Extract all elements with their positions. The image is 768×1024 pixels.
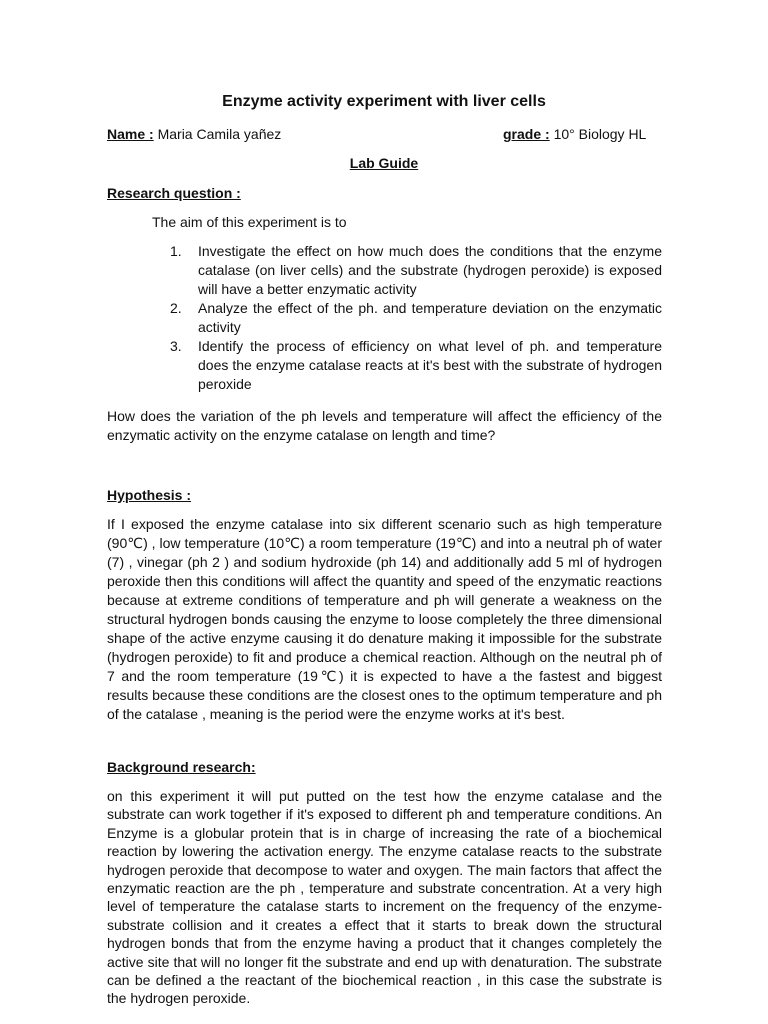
grade-value: 10° Biology HL [549,126,647,142]
lab-guide-subtitle: Lab Guide [349,155,419,171]
grade-field [503,125,646,143]
background-research-heading: Background research: [107,759,256,775]
list-item-number: 1. [170,243,182,259]
name-value: Maria Camila yañez [153,126,282,142]
list-item [170,242,662,299]
list-item [170,299,662,337]
background-research-text: on this experiment it will put putted on the test how the enzyme catalase and the substrate can work together if it's exposed to different ph and temperature conditions. An Enzyme is a globular protein that is in charge of increasing the rate of a biochemical reaction by lowering the activation energy. The enzyme catalase reacts to the substrate hydrogen peroxide that decompose to water and oxygen. The main factors that affect the enzymatic reaction are the ph , temperature and substrate concentration. At a very high level of temperature the catalase starts to increment on the frequency of the enzyme-substrate collision and it creates a effect that it starts to break down the structural hydrogen bonds that from the enzyme having a product that it changes completely the active site that will no longer fit the substrate and end up with denaturation. The substrate can be defined a the reactant of the biochemical reaction , in this case the substrate is the hydrogen peroxide. [107,788,662,1007]
grade-label: grade : [503,126,550,142]
list-item-number: 3. [170,338,182,354]
hypothesis-heading: Hypothesis : [107,487,192,503]
aims-list [170,242,662,394]
research-question-text: How does the variation of the ph levels and temperature will affect the efficiency of the enzymatic activity on the enzyme catalase on length and time? [107,408,662,443]
list-item [170,337,662,394]
list-item-text: Identify the process of efficiency on what level of ph. and temperature does the enzyme catalase reacts at it's best with the substrate of hydrogen peroxide [198,338,662,392]
document-title: Enzyme activity experiment with liver cells [222,93,546,110]
hypothesis-text: If I exposed the enzyme catalase into six different scenario such as high temperature (90℃) , low temperature (10℃) a room temperature (19℃) and into a neutral ph of water (7) , vinegar (ph 2 ) and sodium hydroxide (ph 14) and additionally add 5 ml of hydrogen peroxide then this conditions will affect the quantity and speed of the enzymatic reactions because at extreme conditions of temperature and ph will generate a weakness on the structural hydrogen bonds causing the enzyme to loose completely the three dimensional shape of the active enzyme causing it do denature making it impossible for the substrate (hydrogen peroxide) to fit and produce a chemical reaction. Although on the neutral ph of 7 and the room temperature (19℃) it is expected to have a the fastest and biggest results because these conditions are the closest ones to the optimum temperature and ph of the catalase , meaning is the period were the enzyme works at it's best. [107,516,662,722]
list-item-text: Investigate the effect on how much does the conditions that the enzyme catalase (on liver cells) and the substrate (hydrogen peroxide) is exposed will have a better enzymatic activity [198,243,662,297]
name-label: Name : [107,126,154,142]
list-item-number: 2. [170,300,182,316]
aim-intro: The aim of this experiment is to [152,214,347,230]
research-question-heading: Research question : [107,185,241,201]
name-field [107,125,281,143]
list-item-text: Analyze the effect of the ph. and temperature deviation on the enzymatic activity [198,300,662,335]
